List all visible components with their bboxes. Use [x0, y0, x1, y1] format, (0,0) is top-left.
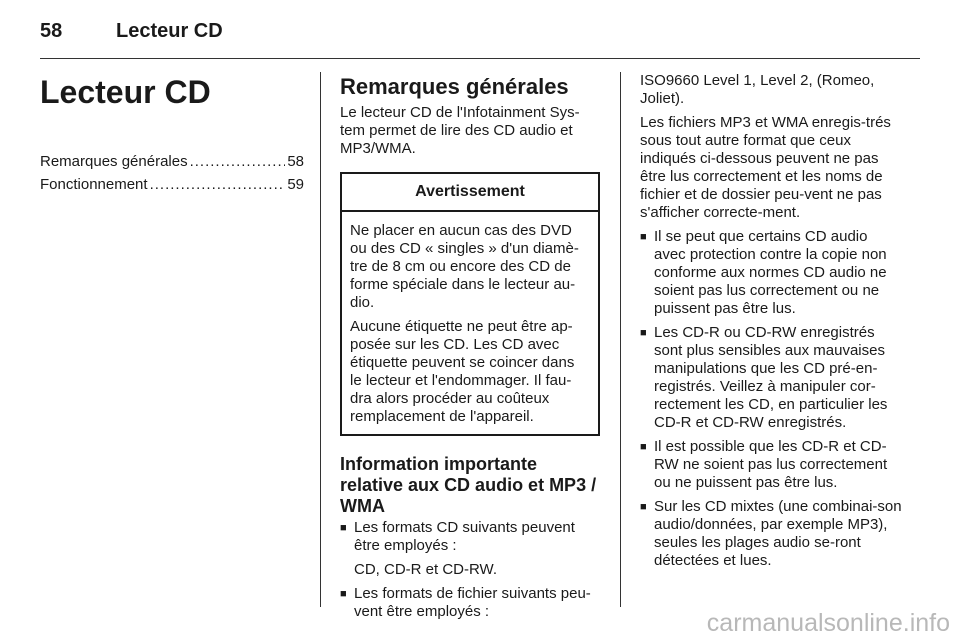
list-item — [640, 438, 902, 492]
bullet-square-icon: ■ — [340, 522, 347, 534]
list-item-subtext: CD, CD-R et CD-RW. — [354, 561, 498, 578]
toc-entry[interactable] — [40, 150, 304, 173]
list-item — [340, 519, 602, 579]
bullet-square-icon: ■ — [640, 501, 647, 513]
bullet-list — [640, 228, 902, 570]
list-item-text: Les formats CD suivants peuvent être employés : — [354, 519, 575, 554]
page-number: 58 — [40, 20, 63, 42]
column-1 — [40, 72, 304, 196]
bullet-square-icon: ■ — [340, 588, 347, 600]
list-item-text: Les formats de fichier suivants peu-vent être employés : — [354, 585, 591, 620]
toc-page: 59 — [287, 176, 304, 193]
list-item-text: Il est possible que les CD-R et CD-RW ne soient pas lus correctement ou ne puissent pas être lus. — [654, 438, 888, 491]
header-rule — [40, 58, 920, 59]
list-item — [640, 498, 902, 570]
info-section — [340, 454, 602, 621]
toc-page: 58 — [287, 153, 304, 170]
paragraph: ISO9660 Level 1, Level 2, (Romeo, Joliet). — [640, 72, 875, 107]
paragraph: Les fichiers MP3 et WMA enregis-trés sous tout autre format que ceux indiqués ci-dessous peuvent ne pas être lus correctement et les noms de fichier et de dossier peu-vent ne pas s'afficher correcte-ment. — [640, 114, 891, 221]
warning-paragraph: Aucune étiquette ne peut être ap-posée sur les CD. Les CD avec étiquette peuvent se coincer dans le lecteur et l'endommager. Il fau-dra alors procéder au coûteux remplacement de l'appareil. — [350, 318, 575, 425]
table-of-contents — [40, 150, 304, 196]
page-header — [40, 20, 920, 60]
list-item-text: Sur les CD mixtes (une combinai-son audio/données, par exemple MP3), seules les plages audio se-ront détectées et lues. — [654, 498, 902, 569]
warning-body — [342, 212, 598, 434]
list-item — [340, 585, 602, 621]
column-3 — [640, 72, 902, 576]
warning-box — [340, 172, 600, 436]
bullet-list — [340, 519, 602, 621]
warning-title: Avertissement — [342, 174, 598, 212]
bullet-square-icon: ■ — [640, 231, 647, 243]
toc-entry[interactable] — [40, 173, 304, 196]
subsection-heading: Information importante relative aux CD audio et MP3 / WMA — [340, 454, 597, 516]
list-item-text: Les CD-R ou CD-RW enregistrés sont plus sensibles aux mauvaises manipulations que les CD pré-en-registrés. Veillez à manipuler cor-rectement les CD, en particulier les CD-R et CD-RW enregistrés. — [654, 324, 888, 431]
bullet-square-icon: ■ — [640, 327, 647, 339]
section-heading: Remarques générales — [340, 74, 569, 99]
list-item — [640, 228, 902, 318]
watermark: carmanualsonline.info — [706, 609, 950, 637]
bullet-square-icon: ■ — [640, 441, 647, 453]
toc-label: Fonctionnement — [40, 176, 148, 193]
column-2 — [340, 72, 602, 627]
intro-paragraph: Le lecteur CD de l'Infotainment Sys-tem permet de lire des CD audio et MP3/WMA. — [340, 104, 580, 157]
column-divider — [620, 72, 621, 607]
column-divider — [320, 72, 321, 607]
toc-label: Remarques générales — [40, 153, 188, 170]
list-item — [640, 324, 902, 432]
running-title: Lecteur CD — [116, 20, 223, 42]
toc-leader — [190, 150, 286, 173]
chapter-title: Lecteur CD — [40, 74, 211, 110]
warning-paragraph: Ne placer en aucun cas des DVD ou des CD « singles » d'un diamè-tre de 8 cm ou encore des CD de forme spéciale dans le lecteur au-dio. — [350, 222, 579, 311]
list-item-text: Il se peut que certains CD audio avec protection contre la copie non conforme aux normes CD audio ne soient pas lus correctement ou ne puissent pas être lus. — [654, 228, 887, 317]
toc-leader — [150, 173, 286, 196]
